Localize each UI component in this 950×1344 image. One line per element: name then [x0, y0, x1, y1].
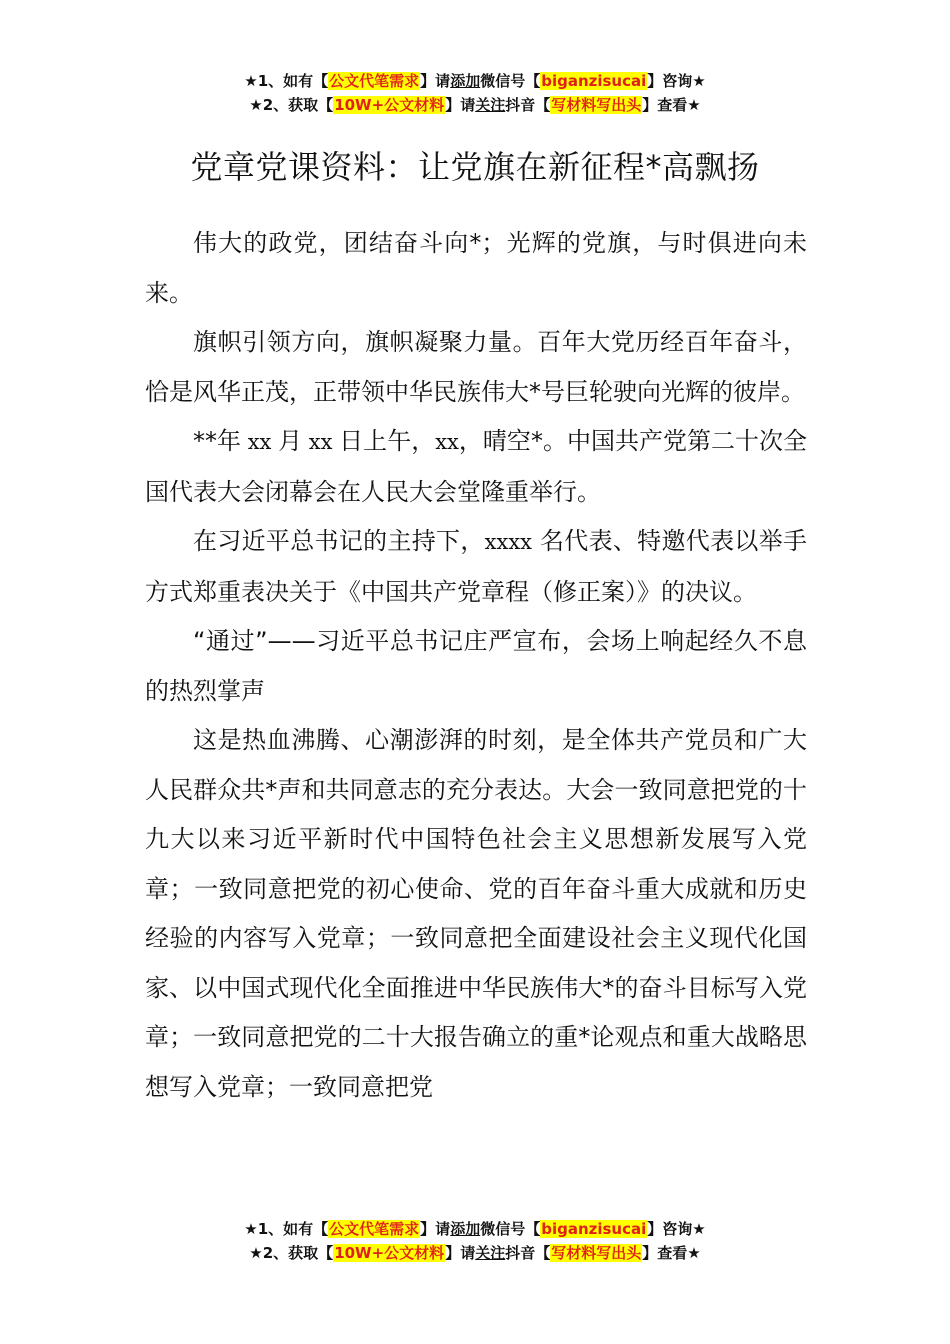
banner-text: 微信号【	[480, 1220, 541, 1238]
paragraph-5: “通过”——习近平总书记庄严宣布，会场上响起经久不息的热烈掌声	[145, 627, 807, 705]
banner-underline: 添加	[450, 72, 481, 90]
banner-highlight: 写材料写出头	[551, 96, 642, 114]
paragraph-3	[145, 417, 807, 517]
paragraph-6: 这是热血沸腾、心潮澎湃的时刻，是全体共产党员和广大人民群众共*声和共同意志的充分表达。大会一致同意把党的十九大以来习近平新时代中国特色社会主义思想新发展写入党章；一致同意把党的初心使命、党的百年奋斗重大成就和历史经验的内容写入党章；一致同意把全面建设社会主义现代化国家、以中国式现代化全面推进中华民族伟大*的奋斗目标写入党章；一致同意把党的二十大报告确立的重*论观点和重大战略思想写入党章；一致同意把党	[145, 726, 807, 1101]
banner-line-1	[0, 1217, 950, 1241]
banner-highlight: 公文代笔需求	[329, 1220, 420, 1238]
paragraph-2: 旗帜引领方向，旗帜凝聚力量。百年大党历经百年奋斗，恰是风华正茂，正带领中华民族伟大*号巨轮驶向光辉的彼岸。	[145, 328, 807, 406]
banner-text: 】请	[420, 1220, 451, 1238]
paragraph-1: 伟大的政党，团结奋斗向*；光辉的党旗，与时俱进向未来。	[145, 229, 807, 307]
paragraph-text: 月	[278, 427, 303, 455]
banner-highlight: 公文代笔需求	[329, 72, 420, 90]
banner-text: 微信号【	[480, 72, 541, 90]
banner-highlight: 10W+公文材料	[334, 96, 445, 114]
paragraph-4	[145, 517, 807, 617]
banner-text: 】查看★	[642, 96, 701, 114]
banner-text: 抖音【	[505, 1244, 551, 1262]
banner-highlight: 10W+公文材料	[334, 1244, 445, 1262]
banner-text: 】请	[445, 96, 476, 114]
banner-text: ★1、如有【	[244, 1220, 329, 1238]
banner-line-2	[0, 93, 950, 117]
paragraph-text: xxxx	[484, 530, 533, 554]
banner-underline: 关注	[475, 96, 506, 114]
document-title: 党章党课资料：让党旗在新征程*高飘扬	[190, 148, 760, 187]
banner-text: ★1、如有【	[244, 72, 329, 90]
footer-banner	[0, 1217, 950, 1265]
paragraph-text: xx	[241, 430, 279, 454]
paragraph-text: 在习近平总书记的主持下，	[193, 527, 485, 555]
banner-highlight: 写材料写出头	[551, 1244, 642, 1262]
banner-text: 】请	[445, 1244, 476, 1262]
banner-text: 】咨询★	[647, 1220, 706, 1238]
banner-highlight: biganzisucai	[541, 1220, 647, 1238]
banner-text: 抖音【	[505, 96, 551, 114]
header-banner	[0, 69, 950, 117]
banner-text: ★2、获取【	[249, 1244, 334, 1262]
paragraph-text: 日上午，	[339, 427, 436, 455]
paragraph-text: xx	[435, 430, 459, 454]
banner-underline: 关注	[475, 1244, 506, 1262]
banner-underline: 添加	[450, 1220, 481, 1238]
banner-text: 】查看★	[642, 1244, 701, 1262]
banner-text: 】咨询★	[647, 72, 706, 90]
banner-highlight: biganzisucai	[541, 72, 647, 90]
paragraph-text: xx	[302, 430, 340, 454]
banner-line-2	[0, 1241, 950, 1265]
document-body	[145, 219, 807, 1112]
paragraph-text: 名代表、特邀代表以举手方式郑重表决关于《中国共产党章程（修正案）》的决议。	[145, 527, 807, 606]
paragraph-text: **年	[193, 427, 242, 455]
paragraph-text: ，晴空*。中国共产党第二十次全国代表大会闭幕会在人民大会堂隆重举行。	[145, 427, 808, 506]
banner-text: 】请	[420, 72, 451, 90]
banner-line-1	[0, 69, 950, 93]
banner-text: ★2、获取【	[249, 96, 334, 114]
